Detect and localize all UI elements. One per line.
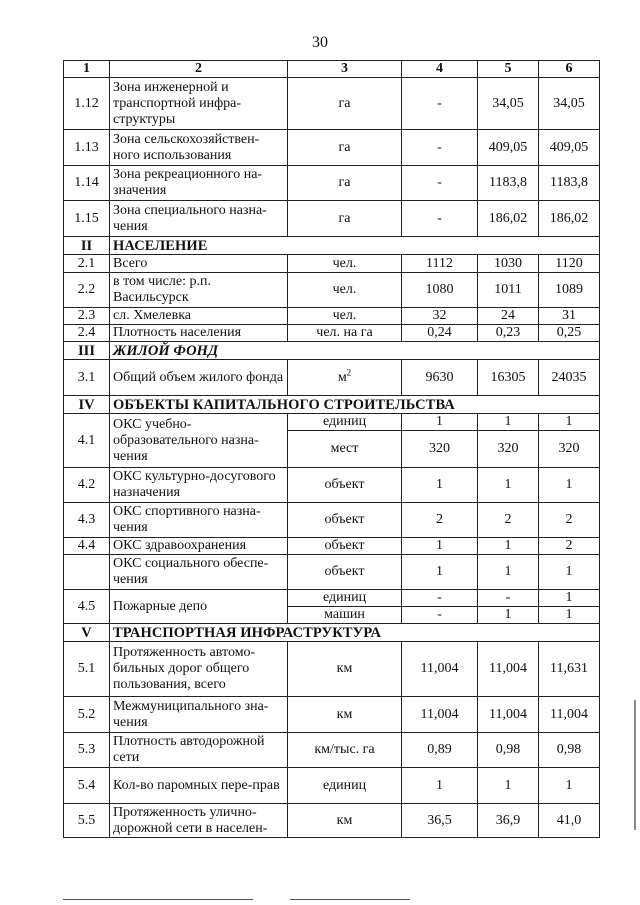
value-cell: 186,02	[478, 201, 539, 237]
unit-cell: га	[288, 78, 402, 130]
unit-cell: объект	[288, 503, 402, 538]
section-title: ТРАНСПОРТНАЯ ИНФРАСТРУКТУРА	[110, 624, 600, 642]
value-cell: 36,5	[402, 804, 478, 838]
value-cell: 41,0	[539, 804, 600, 838]
value-cell: 1	[478, 768, 539, 804]
row-label: Протяженность автомо-бильных дорог общего пользования, всего	[110, 642, 288, 697]
value-cell: 1	[539, 414, 600, 431]
unit-cell: объект	[288, 538, 402, 555]
row-label: Протяженность улично-дорожной сети в населен-	[110, 804, 288, 838]
value-cell: 9630	[402, 360, 478, 396]
header-cell: 6	[539, 61, 600, 78]
unit-cell	[288, 360, 402, 396]
row-number: 2.4	[64, 325, 110, 342]
value-cell: 2	[539, 538, 600, 555]
value-cell: 1112	[402, 255, 478, 273]
value-cell: 24035	[539, 360, 600, 396]
unit-cell: единиц	[288, 768, 402, 804]
value-cell: -	[402, 78, 478, 130]
value-cell: 1	[539, 590, 600, 607]
row-label: Всего	[110, 255, 288, 273]
value-cell: 0,23	[478, 325, 539, 342]
unit-cell: чел.	[288, 255, 402, 273]
row-label: Плотность автодорожной сети	[110, 733, 288, 768]
unit-superscript: 2	[346, 366, 352, 377]
value-cell: -	[402, 130, 478, 166]
value-cell: 1	[539, 555, 600, 590]
row-number: 4.2	[64, 468, 110, 503]
table-row	[64, 768, 600, 804]
value-cell: 1	[402, 538, 478, 555]
row-label: ОКС учебно-образовательного назна-чения	[110, 414, 288, 468]
row-label: ОКС культурно-досугового назначения	[110, 468, 288, 503]
section-row	[64, 237, 600, 255]
value-cell: -	[402, 201, 478, 237]
section-row	[64, 624, 600, 642]
value-cell: 1	[478, 538, 539, 555]
row-label: ОКС социального обеспе-чения	[110, 555, 288, 590]
value-cell: 0,98	[539, 733, 600, 768]
row-number: 4.3	[64, 503, 110, 538]
row-number: 5.5	[64, 804, 110, 838]
unit-cell: чел.	[288, 273, 402, 308]
value-cell: 11,004	[478, 642, 539, 697]
table-row	[64, 697, 600, 733]
value-cell: 11,631	[539, 642, 600, 697]
section-row	[64, 342, 600, 360]
row-number: 1.15	[64, 201, 110, 237]
row-number: 2.1	[64, 255, 110, 273]
unit-cell: га	[288, 166, 402, 201]
section-number: II	[64, 237, 110, 255]
table-row	[64, 166, 600, 201]
row-number: 5.3	[64, 733, 110, 768]
unit-cell: единиц	[288, 590, 402, 607]
unit-cell: единиц	[288, 414, 402, 431]
value-cell: 1183,8	[478, 166, 539, 201]
row-label: Пожарные депо	[110, 590, 288, 624]
row-label: сл. Хмелевка	[110, 308, 288, 325]
value-cell: 1	[539, 607, 600, 624]
value-cell: 1089	[539, 273, 600, 308]
value-cell: 2	[539, 503, 600, 538]
value-cell: 2	[478, 503, 539, 538]
value-cell: 34,05	[539, 78, 600, 130]
row-label: Зона специального назна-чения	[110, 201, 288, 237]
unit-cell: машин	[288, 607, 402, 624]
value-cell: 24	[478, 308, 539, 325]
table-row	[64, 538, 600, 555]
row-label: Зона инженерной и транспортной инфра-структуры	[110, 78, 288, 130]
section-number: IV	[64, 396, 110, 414]
value-cell: 31	[539, 308, 600, 325]
table-row	[64, 590, 600, 607]
unit-cell: объект	[288, 468, 402, 503]
value-cell: 1	[478, 607, 539, 624]
value-cell: 1	[478, 468, 539, 503]
table-row	[64, 130, 600, 166]
value-cell: 1	[478, 414, 539, 431]
value-cell: 11,004	[478, 697, 539, 733]
value-cell: 1183,8	[539, 166, 600, 201]
scan-edge-shadow	[634, 700, 636, 830]
unit-cell: км	[288, 697, 402, 733]
header-cell: 1	[64, 61, 110, 78]
row-number: 4.4	[64, 538, 110, 555]
row-label: Общий объем жилого фонда	[110, 360, 288, 396]
value-cell: 320	[478, 431, 539, 468]
section-title: ЖИЛОЙ ФОНД	[110, 342, 600, 360]
table-row	[64, 642, 600, 697]
section-number: V	[64, 624, 110, 642]
unit-cell: км	[288, 642, 402, 697]
row-label: ОКС спортивного назна-чения	[110, 503, 288, 538]
value-cell: 1	[478, 555, 539, 590]
section-title: ОБЪЕКТЫ КАПИТАЛЬНОГО СТРОИТЕЛЬСТВА	[110, 396, 600, 414]
row-number: 5.2	[64, 697, 110, 733]
unit-cell: км	[288, 804, 402, 838]
row-number: 2.2	[64, 273, 110, 308]
value-cell: 1120	[539, 255, 600, 273]
table-row	[64, 468, 600, 503]
row-label: в том числе: р.п. Васильсурск	[110, 273, 288, 308]
scan-artifact-line	[290, 899, 410, 900]
unit-cell: га	[288, 130, 402, 166]
indicators-table	[63, 60, 600, 838]
table-row	[64, 804, 600, 838]
scan-artifact-line	[63, 899, 253, 900]
value-cell: 11,004	[402, 642, 478, 697]
value-cell: 1	[402, 555, 478, 590]
value-cell: 0,24	[402, 325, 478, 342]
table-row	[64, 414, 600, 431]
row-label: Кол-во паромных пере-прав	[110, 768, 288, 804]
row-number: 5.1	[64, 642, 110, 697]
value-cell: 2	[402, 503, 478, 538]
table-row	[64, 255, 600, 273]
value-cell: 1011	[478, 273, 539, 308]
value-cell: -	[402, 590, 478, 607]
value-cell: 1	[402, 414, 478, 431]
row-label: Межмуниципального зна-чения	[110, 697, 288, 733]
value-cell: 0,89	[402, 733, 478, 768]
unit-cell: объект	[288, 555, 402, 590]
table-row	[64, 273, 600, 308]
value-cell: -	[402, 607, 478, 624]
row-number: 2.3	[64, 308, 110, 325]
unit-cell: мест	[288, 431, 402, 468]
header-cell: 4	[402, 61, 478, 78]
page-number: 30	[312, 34, 328, 51]
unit-cell: чел.	[288, 308, 402, 325]
row-number: 1.14	[64, 166, 110, 201]
value-cell: 36,9	[478, 804, 539, 838]
value-cell: 186,02	[539, 201, 600, 237]
table-row	[64, 308, 600, 325]
table-row	[64, 325, 600, 342]
value-cell: 34,05	[478, 78, 539, 130]
value-cell: 32	[402, 308, 478, 325]
header-cell: 5	[478, 61, 539, 78]
value-cell: 11,004	[402, 697, 478, 733]
table-row	[64, 733, 600, 768]
row-number: 4.1	[64, 414, 110, 468]
unit-text: м	[337, 369, 347, 385]
value-cell: -	[402, 166, 478, 201]
value-cell: 1030	[478, 255, 539, 273]
value-cell: 1	[402, 468, 478, 503]
value-cell: 0,98	[478, 733, 539, 768]
row-label: ОКС здравоохранения	[110, 538, 288, 555]
table-row	[64, 78, 600, 130]
unit-cell: км/тыс. га	[288, 733, 402, 768]
row-number: 4.5	[64, 590, 110, 624]
row-number: 3.1	[64, 360, 110, 396]
row-number	[64, 555, 110, 590]
section-row	[64, 396, 600, 414]
value-cell: 0,25	[539, 325, 600, 342]
unit-cell: чел. на га	[288, 325, 402, 342]
row-label: Плотность населения	[110, 325, 288, 342]
header-cell: 2	[110, 61, 288, 78]
value-cell: -	[478, 590, 539, 607]
row-number: 5.4	[64, 768, 110, 804]
value-cell: 1	[539, 768, 600, 804]
header-cell: 3	[288, 61, 402, 78]
table-row	[64, 503, 600, 538]
value-cell: 409,05	[539, 130, 600, 166]
table-row	[64, 360, 600, 396]
value-cell: 11,004	[539, 697, 600, 733]
value-cell: 16305	[478, 360, 539, 396]
table-row	[64, 555, 600, 590]
value-cell: 409,05	[478, 130, 539, 166]
table-header-row	[64, 61, 600, 78]
row-label: Зона сельскохозяйствен-ного использования	[110, 130, 288, 166]
section-title: НАСЕЛЕНИЕ	[110, 237, 600, 255]
table-row	[64, 201, 600, 237]
value-cell: 1	[539, 468, 600, 503]
section-number: III	[64, 342, 110, 360]
row-number: 1.13	[64, 130, 110, 166]
value-cell: 1080	[402, 273, 478, 308]
value-cell: 320	[539, 431, 600, 468]
value-cell: 320	[402, 431, 478, 468]
row-number: 1.12	[64, 78, 110, 130]
unit-cell: га	[288, 201, 402, 237]
value-cell: 1	[402, 768, 478, 804]
row-label: Зона рекреационного на-значения	[110, 166, 288, 201]
